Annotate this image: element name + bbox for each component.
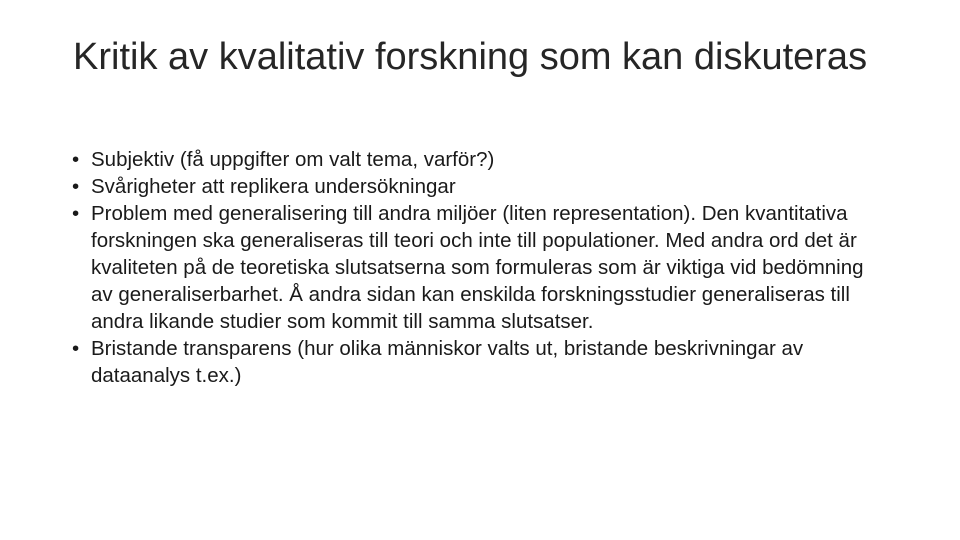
bullet-text: Subjektiv (få uppgifter om valt tema, varför?)	[91, 148, 495, 171]
bullet-mark: •	[72, 175, 80, 198]
bullet-text: Bristande transparens (hur olika människor valts ut, bristande beskrivningar av dataanalys t.ex.)	[91, 337, 804, 387]
bullet-item-replikera	[72, 173, 872, 200]
bullet-item-transparens	[72, 335, 872, 389]
bullet-list	[72, 146, 872, 389]
bullet-item-subjektiv	[72, 146, 872, 173]
slide-title: Kritik av kvalitativ forskning som kan diskuteras	[73, 36, 868, 78]
bullet-text: Svårigheter att replikera undersökningar	[91, 175, 456, 198]
bullet-item-generalisering	[72, 200, 872, 335]
bullet-mark: •	[72, 148, 80, 171]
bullet-mark: •	[72, 337, 80, 360]
bullet-mark: •	[72, 202, 80, 225]
bullet-text: Problem med generalisering till andra miljöer (liten representation). Den kvantitativa forskningen ska generaliseras till teori och inte till populationer. Med andra ord det är kvaliteten på de teoretiska slutsatserna som formuleras som är viktiga vid bedömning av generaliserbarhet. Å andra sidan kan enskilda forskningsstudier generaliseras till andra likande studier som kommit till samma slutsatser.	[91, 202, 864, 333]
